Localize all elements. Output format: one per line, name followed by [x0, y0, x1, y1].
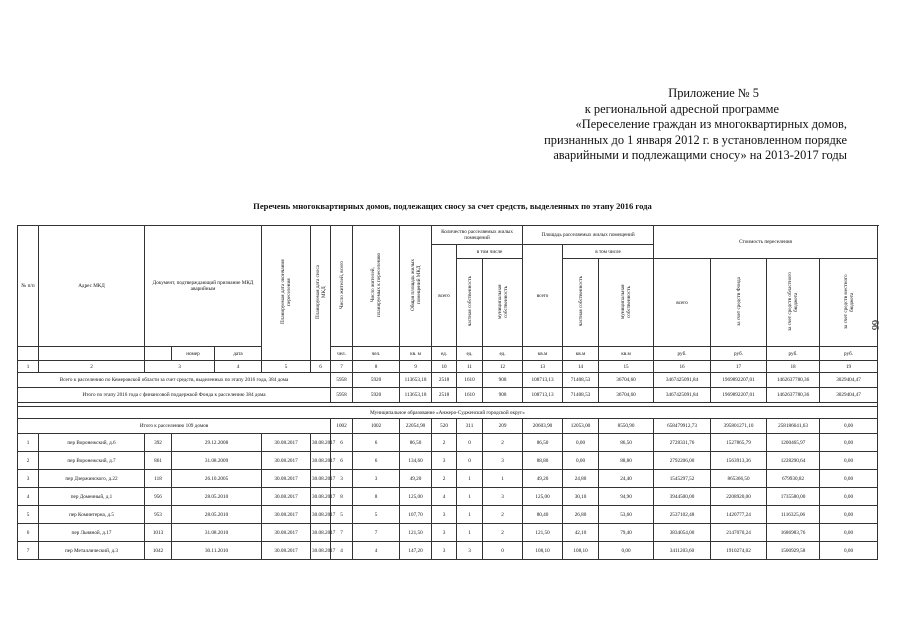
col-cost-group-header: Стоимость переселения	[654, 226, 878, 259]
table-cell: 3411203,60	[654, 542, 711, 560]
table-cell: 86,50	[400, 434, 432, 452]
table-cell: 2208920,00	[711, 488, 767, 506]
table-cell: 956	[145, 488, 172, 506]
table-cell: 2792206,00	[654, 452, 711, 470]
table-cell: 30.08.2017	[311, 542, 331, 560]
table-cell: 49,20	[523, 470, 563, 488]
table-cell: 0,00	[563, 452, 599, 470]
col-count-total-header: всего	[432, 245, 457, 347]
table-cell: 30.08.2017	[311, 434, 331, 452]
table-cell: 0,00	[820, 470, 878, 488]
table-cell: 2	[483, 524, 523, 542]
table-row	[18, 524, 878, 542]
table-cell: 0,00	[563, 434, 599, 452]
col-area-incl-header: в том числе	[563, 245, 654, 259]
col-fund-header: за счет средств Фонда	[711, 259, 767, 347]
table-cell: 3944500,00	[654, 488, 711, 506]
table-cell: 1013	[145, 524, 172, 542]
summary-row-stage: Итого по этапу 2016 года с финансовой поддержкой Фонда к расселению 384 дома 5958 5920 113653,18 2518 1610 908 108713,13 71408,53 36704,60 3467425091,84 1969892207,01 1462637780,36 3029404,47	[18, 388, 878, 403]
table-cell: 80,40	[523, 506, 563, 524]
table-cell: 79,40	[599, 524, 654, 542]
table-cell: 30.08.2017	[262, 434, 311, 452]
table-cell: 4	[353, 542, 400, 560]
table-cell: 30.08.2017	[262, 470, 311, 488]
page-number: 66	[869, 320, 880, 330]
table-cell: 30.08.2017	[262, 488, 311, 506]
col-area-private-header: частная собственность	[563, 259, 599, 347]
table-cell: 1563913,36	[711, 452, 767, 470]
table-cell: 3	[483, 488, 523, 506]
table-cell: 2	[483, 506, 523, 524]
table-cell: 30.08.2017	[262, 524, 311, 542]
table-cell: пер Воронежский, д.7	[39, 452, 145, 470]
table-cell: 2537102,48	[654, 506, 711, 524]
col-document-header: Документ, подтверждающий признание МКД аварийным	[145, 226, 262, 347]
table-cell: 26,80	[563, 506, 599, 524]
col-demolish-date-header: Планируемая дата сноса МКД	[311, 226, 331, 361]
table-cell: 2	[432, 434, 457, 452]
table-cell: 4	[331, 542, 353, 560]
table-cell: 5	[18, 506, 39, 524]
table-cell: пер Воронежский, д.6	[39, 434, 145, 452]
units-row: номер дата чел. чел. кв. м ед. ед. ед. кв.м кв.м кв.м руб. руб. руб. руб.	[18, 347, 878, 361]
table-cell: 53,60	[599, 506, 654, 524]
table-cell: 30.08.2017	[311, 470, 331, 488]
col-residents-header: Число жителей, всего	[331, 226, 353, 347]
col-resettle-date-header: Планируемая дата окончания переселения	[262, 226, 311, 361]
table-cell: пер Коминтерна, д.5	[39, 506, 145, 524]
table-cell: 28.05.2010	[172, 506, 262, 524]
col-residents-plan-header: Число жителей, планируемых к переселению	[353, 226, 400, 347]
table-cell: 108,10	[523, 542, 563, 560]
table-cell: 1735580,00	[767, 488, 820, 506]
table-cell: 0,00	[599, 542, 654, 560]
table-cell: 0,00	[820, 542, 878, 560]
table-cell: 30.08.2017	[311, 452, 331, 470]
table-cell: 42,10	[563, 524, 599, 542]
table-cell: 3	[353, 470, 400, 488]
table-cell: 1	[18, 434, 39, 452]
table-cell: 3	[457, 542, 483, 560]
table-cell: 679930,82	[767, 470, 820, 488]
table-cell: 2	[432, 470, 457, 488]
table-cell: 7	[18, 542, 39, 560]
col-count-incl-header: в том числе	[457, 245, 523, 259]
table-row	[18, 506, 878, 524]
table-cell: 1228290,64	[767, 452, 820, 470]
table-cell: 1500929,58	[767, 542, 820, 560]
table-row	[18, 470, 878, 488]
appendix-program: к региональной адресной программе	[584, 101, 779, 116]
table-cell: 1686983,76	[767, 524, 820, 542]
table-cell: 121,50	[523, 524, 563, 542]
table-cell: 861	[145, 452, 172, 470]
table-cell: 392	[145, 434, 172, 452]
table-row	[18, 542, 878, 560]
table-cell: 6	[18, 524, 39, 542]
table-cell: 30,10	[563, 488, 599, 506]
table-cell: 30.08.2017	[262, 506, 311, 524]
appendix-program-name-2: признанных до 1 января 2012 г. в установленном порядке	[544, 132, 847, 147]
table-cell: 125,00	[400, 488, 432, 506]
table-cell: пер Доменный, д.1	[39, 488, 145, 506]
col-num-header: № п/п	[18, 226, 39, 347]
table-cell: 3	[18, 470, 39, 488]
table-cell: 1	[457, 506, 483, 524]
col-address-header: Адрес МКД	[39, 226, 145, 347]
table-cell: 26.10.2005	[172, 470, 262, 488]
table-cell: 31.08.2010	[172, 524, 262, 542]
summary-row-region: Всего к расселению по Кемеровской области за счет средств, выделенных по этапу 2016 года, 384 дома 5958 5920 113653,18 2518 1610 908 108713,13 71408,53 36704,60 3467425091,84 1969892207,01 1462637780,36 3029404,47	[18, 373, 878, 388]
table-cell: 0,00	[820, 452, 878, 470]
table-cell: 1545297,52	[654, 470, 711, 488]
table-cell: 118	[145, 470, 172, 488]
subtotal-row: Итого к расселению 109 домов 1002 1002 22054,90 520 311 209 20603,90 12053,00 8550,90 658479912,73 395801271,10 258186641,63 0,00	[18, 419, 878, 434]
table-row	[18, 488, 878, 506]
table-cell: 1	[457, 470, 483, 488]
appendix-program-name-3: аварийными и подлежащими сносу» на 2013-2017 годы	[553, 148, 847, 162]
table-cell: 24,80	[563, 470, 599, 488]
table-row	[18, 434, 878, 452]
table-cell: 3834054,00	[654, 524, 711, 542]
table-cell: 3	[432, 452, 457, 470]
col-count-group-header: Количество расселяемых жилых помещений	[432, 226, 523, 245]
table-cell: 6	[331, 452, 353, 470]
table-cell: 953	[145, 506, 172, 524]
table-cell: 0,00	[820, 488, 878, 506]
table-cell: 49,20	[400, 470, 432, 488]
table-cell: 1	[483, 470, 523, 488]
table-cell: 30.08.2017	[311, 506, 331, 524]
table-cell: 5	[353, 506, 400, 524]
table-cell: 30.08.2017	[262, 542, 311, 560]
table-cell: пер Металлический, д.3	[39, 542, 145, 560]
table-cell: 3	[483, 452, 523, 470]
column-numbers-row: 1 2 3 4 5 6 7 8 9 10 11 12 13 14 15 16 17 18 19	[18, 361, 878, 373]
table-cell: 94,90	[599, 488, 654, 506]
col-count-municipal-header: муниципальная собственность	[483, 259, 523, 347]
table-cell: 2147070,24	[711, 524, 767, 542]
table-cell: 86,50	[523, 434, 563, 452]
table-cell: 1116325,06	[767, 506, 820, 524]
table-cell: 1420777,24	[711, 506, 767, 524]
table-cell: 4	[18, 488, 39, 506]
table-cell: 6	[331, 434, 353, 452]
appendix-program-name: «Переселение граждан из многоквартирных домов,	[575, 117, 847, 131]
table-cell: 147,20	[400, 542, 432, 560]
table-cell: 0	[483, 542, 523, 560]
appendix-header	[427, 86, 847, 164]
table-cell: 30.08.2017	[262, 452, 311, 470]
table-cell: пер Льняной, д.17	[39, 524, 145, 542]
table-cell: 8	[353, 488, 400, 506]
table-cell: 4	[432, 488, 457, 506]
appendix-number: Приложение № 5	[668, 86, 759, 100]
resettlement-table	[17, 225, 878, 560]
table-cell: 125,00	[523, 488, 563, 506]
table-cell: 1042	[145, 542, 172, 560]
table-cell: 88,80	[523, 452, 563, 470]
table-cell: пер Дзержинского, д.22	[39, 470, 145, 488]
table-cell: 24,40	[599, 470, 654, 488]
table-cell: 7	[353, 524, 400, 542]
table-cell: 8	[331, 488, 353, 506]
table-cell: 7	[331, 524, 353, 542]
table-cell: 2	[18, 452, 39, 470]
table-cell: 2728331,76	[654, 434, 711, 452]
table-cell: 3	[432, 524, 457, 542]
table-cell: 1	[457, 524, 483, 542]
table-cell: 2	[483, 434, 523, 452]
table-cell: 865366,50	[711, 470, 767, 488]
table-cell: 108,10	[563, 542, 599, 560]
table-cell: 0	[457, 452, 483, 470]
table-cell: 3	[331, 470, 353, 488]
table-cell: 6	[353, 434, 400, 452]
table-cell: 30.08.2017	[311, 488, 331, 506]
table-cell: 86,50	[599, 434, 654, 452]
col-area-group-header: Площадь расселяемых жилых помещений	[523, 226, 654, 245]
table-cell: 30.08.2017	[311, 524, 331, 542]
table-cell: 0,00	[820, 506, 878, 524]
col-area-total-header: всего	[523, 245, 563, 347]
table-cell: 1527865,79	[711, 434, 767, 452]
table-cell: 88,80	[599, 452, 654, 470]
col-area-municipal-header: муниципальная собственность	[599, 259, 654, 347]
table-cell: 0,00	[820, 524, 878, 542]
table-cell: 107,70	[400, 506, 432, 524]
table-cell: 5	[331, 506, 353, 524]
col-local-header: за счет средств местного бюджета	[820, 259, 878, 347]
table-cell: 28.05.2010	[172, 488, 262, 506]
table-cell: 1910274,02	[711, 542, 767, 560]
table-cell: 1200465,97	[767, 434, 820, 452]
table-cell: 1	[457, 488, 483, 506]
table-cell: 29.12.2008	[172, 434, 262, 452]
col-regional-header: за счет средств областного бюджета	[767, 259, 820, 347]
table-cell: 31.08.2009	[172, 452, 262, 470]
table-cell: 6	[353, 452, 400, 470]
col-total-area-header: Общая площадь жилых помещений МКД	[400, 226, 432, 347]
table-cell: 3	[432, 542, 457, 560]
col-count-private-header: частная собственность	[457, 259, 483, 347]
table-row	[18, 452, 878, 470]
document-title: Перечень многоквартирных домов, подлежащих сносу за счет средств, выделенных по этапу 2016 года	[253, 201, 652, 211]
col-cost-total-header: всего	[654, 259, 711, 347]
table-cell: 30.11.2010	[172, 542, 262, 560]
table-cell: 3	[432, 506, 457, 524]
table-cell: 134,60	[400, 452, 432, 470]
municipality-row: Муниципальное образование «Анжеро-Судженский городской округ»	[18, 407, 878, 419]
table-cell: 0	[457, 434, 483, 452]
table-cell: 0,00	[820, 434, 878, 452]
table-cell: 121,50	[400, 524, 432, 542]
